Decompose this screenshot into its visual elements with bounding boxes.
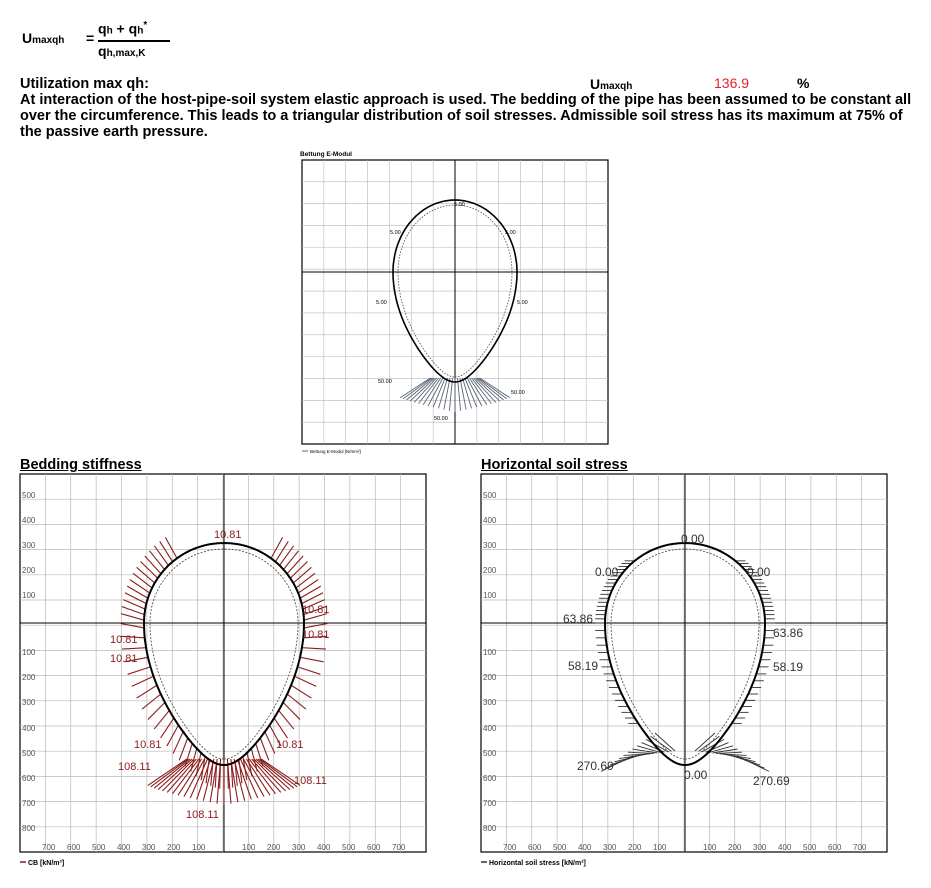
right-x-tick: 600 xyxy=(528,843,542,852)
top-label-6: 50.00 xyxy=(378,379,392,385)
left-y-tick: 400 xyxy=(22,724,36,733)
left-y-tick: 500 xyxy=(22,491,36,500)
right-x-tick: 500 xyxy=(553,843,567,852)
bedding-stiffness-chart xyxy=(14,470,434,880)
right-label-3: 0.00 xyxy=(747,565,771,579)
right-y-tick: 300 xyxy=(483,698,497,707)
right-x-tick: 400 xyxy=(778,843,792,852)
formula-equals: = xyxy=(86,30,95,46)
right-x-tick: 300 xyxy=(603,843,617,852)
right-x-tick: 300 xyxy=(753,843,767,852)
utilization-label: Utilization max qh: xyxy=(20,76,149,92)
left-label-2: 10.81 xyxy=(302,629,330,641)
left-y-tick: 100 xyxy=(22,591,36,600)
right-y-tick: 700 xyxy=(483,799,497,808)
left-y-tick: 500 xyxy=(22,749,36,758)
right-chart-legend: Horizontal soil stress [kN/m²] xyxy=(489,860,586,867)
utilization-value: 136.9 xyxy=(714,75,750,91)
right-y-tick: 400 xyxy=(483,724,497,733)
formula xyxy=(22,22,222,66)
left-x-tick: 400 xyxy=(117,843,131,852)
left-x-tick: 200 xyxy=(167,843,181,852)
left-label-4: 10.81 xyxy=(110,653,138,665)
right-x-tick: 100 xyxy=(653,843,667,852)
formula-lhs: Umaxqh xyxy=(22,30,65,46)
horizontal-soil-stress-chart xyxy=(475,470,895,880)
bedding-emodul-chart xyxy=(298,148,613,458)
right-x-tick: 700 xyxy=(503,843,517,852)
left-y-tick: 300 xyxy=(22,541,36,550)
right-x-tick: 700 xyxy=(853,843,867,852)
right-y-tick: 600 xyxy=(483,774,497,783)
bedding-stiffness-title: Bedding stiffness xyxy=(20,457,142,473)
left-y-tick: 100 xyxy=(22,648,36,657)
right-x-tick: 500 xyxy=(803,843,817,852)
left-y-tick: 400 xyxy=(22,516,36,525)
right-x-tick: 400 xyxy=(578,843,592,852)
left-label-6: 10.81 xyxy=(276,739,304,751)
right-y-tick: 500 xyxy=(483,749,497,758)
top-label-4: 5.00 xyxy=(376,300,387,306)
right-x-tick: 200 xyxy=(628,843,642,852)
top-label-2: 5.00 xyxy=(390,230,401,236)
description-text: At interaction of the host-pipe-soil system elastic approach is used. The bedding of the pipe has been assumed to be constant all over the circumference. This leads to a triangular distribution of soil stresses. Admissible soil stress has its maximum at 75% of the passive earth pressure. xyxy=(20,92,912,140)
left-y-tick: 300 xyxy=(22,698,36,707)
right-label-4: 63.86 xyxy=(563,612,594,626)
right-label-9: 270.69 xyxy=(753,774,790,788)
left-label-8: 108.11 xyxy=(294,775,327,787)
fraction-bar xyxy=(98,40,170,42)
top-label-1: 5.00 xyxy=(454,202,465,208)
left-x-tick: 300 xyxy=(292,843,306,852)
left-x-tick: 700 xyxy=(42,843,56,852)
left-label-5: 10.81 xyxy=(134,739,162,751)
left-x-tick: 100 xyxy=(242,843,256,852)
top-label-5: 5.00 xyxy=(517,300,528,306)
left-x-tick: 600 xyxy=(67,843,81,852)
left-label-9: 108.11 xyxy=(186,809,219,821)
right-label-10: 0.00 xyxy=(684,768,708,782)
right-y-tick: 100 xyxy=(483,648,497,657)
left-x-tick: 700 xyxy=(392,843,406,852)
left-label-1: 10.81 xyxy=(302,604,330,616)
right-y-tick: 800 xyxy=(483,824,497,833)
top-chart-legend: Bettung E-Modul [N/mm²] xyxy=(310,449,361,454)
left-x-tick: 400 xyxy=(317,843,331,852)
left-y-tick: 600 xyxy=(22,774,36,783)
right-label-2: 0.00 xyxy=(595,565,619,579)
left-y-tick: 200 xyxy=(22,673,36,682)
right-x-tick: 100 xyxy=(703,843,717,852)
formula-numerator: qh + qh* xyxy=(98,20,148,37)
right-y-tick: 200 xyxy=(483,566,497,575)
left-x-tick: 600 xyxy=(367,843,381,852)
left-y-tick: 800 xyxy=(22,824,36,833)
right-y-tick: 200 xyxy=(483,673,497,682)
left-x-tick: 100 xyxy=(192,843,206,852)
formula-denominator: qh,max,K xyxy=(98,43,146,59)
top-label-7: 50.00 xyxy=(511,390,525,396)
top-chart-title: Bettung E-Modul xyxy=(300,151,352,158)
left-chart-legend: CB [kN/m³] xyxy=(28,860,65,867)
right-y-tick: 100 xyxy=(483,591,497,600)
left-label-10: 10.81 xyxy=(214,529,242,541)
right-label-8: 270.69 xyxy=(577,759,614,773)
left-label-3: 10.81 xyxy=(110,634,138,646)
left-y-tick: 700 xyxy=(22,799,36,808)
utilization-unit: % xyxy=(797,75,810,91)
right-y-tick: 300 xyxy=(483,541,497,550)
top-label-3: 5.00 xyxy=(505,230,516,236)
left-x-tick: 500 xyxy=(342,843,356,852)
right-x-tick: 200 xyxy=(728,843,742,852)
utilization-symbol: Umaxqh xyxy=(590,76,633,92)
left-x-tick: 300 xyxy=(142,843,156,852)
right-y-tick: 400 xyxy=(483,516,497,525)
right-label-6: 58.19 xyxy=(568,659,599,673)
left-y-tick: 200 xyxy=(22,566,36,575)
left-x-tick: 500 xyxy=(92,843,106,852)
right-x-tick: 600 xyxy=(828,843,842,852)
top-label-8: 50.00 xyxy=(434,416,448,422)
left-x-tick: 200 xyxy=(267,843,281,852)
right-label-1: 0.00 xyxy=(681,532,705,546)
right-y-tick: 500 xyxy=(483,491,497,500)
left-label-7: 108.11 xyxy=(118,761,151,773)
horizontal-soil-stress-title: Horizontal soil stress xyxy=(481,457,628,473)
right-label-7: 58.19 xyxy=(773,660,804,674)
right-label-5: 63.86 xyxy=(773,626,804,640)
